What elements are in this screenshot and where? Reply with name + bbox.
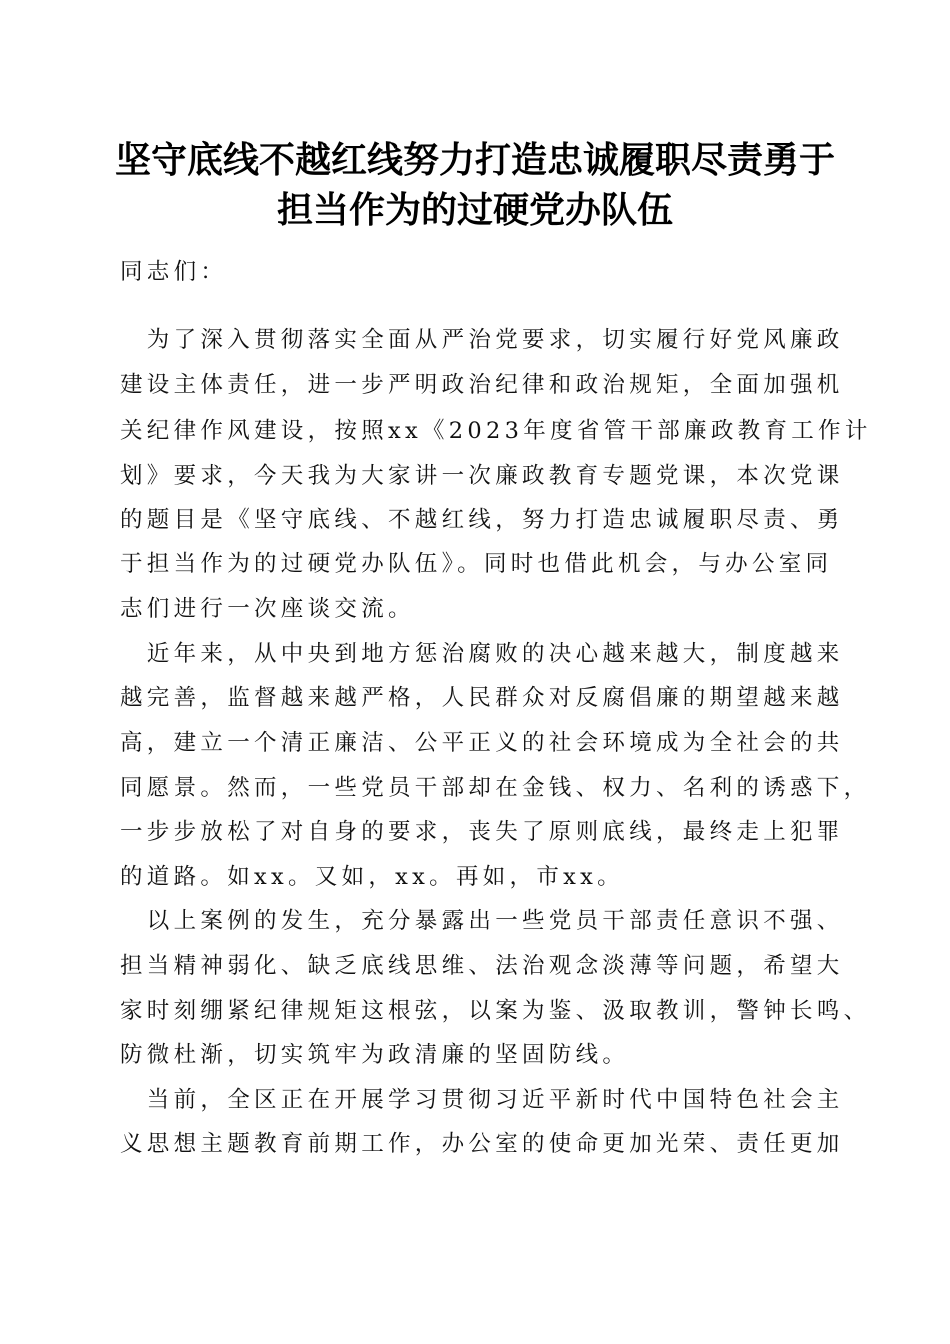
body-line: 同愿景。然而，一些党员干部却在金钱、权力、名利的诱惑下， <box>120 775 871 801</box>
document-title-line-2: 担当作为的过硬党办队伍 <box>276 189 673 231</box>
body-line: 以上案例的发生，充分暴露出一些党员干部责任意识不强、 <box>120 908 844 934</box>
salutation: 同志们： <box>120 259 228 285</box>
body-line: 关纪律作风建设，按照xx《2023年度省管干部廉政教育工作计 <box>120 418 872 444</box>
body-line: 家时刻绷紧纪律规矩这根弦，以案为鉴、汲取教训，警钟长鸣、 <box>120 998 871 1024</box>
body-line: 担当精神弱化、缺乏底线思维、法治观念淡薄等问题，希望大 <box>120 953 844 979</box>
body-line: 义思想主题教育前期工作，办公室的使命更加光荣、责任更加 <box>120 1131 844 1157</box>
document-title-line-1: 坚守底线不越红线努力打造忠诚履职尽责勇于 <box>114 139 835 181</box>
body-line: 高，建立一个清正廉洁、公平正义的社会环境成为全社会的共 <box>120 730 844 756</box>
body-line: 近年来，从中央到地方惩治腐败的决心越来越大，制度越来 <box>120 641 844 667</box>
body-line: 一步步放松了对自身的要求，丧失了原则底线，最终走上犯罪 <box>120 819 844 845</box>
body-line: 划》要求，今天我为大家讲一次廉政教育专题党课，本次党课 <box>120 463 844 489</box>
body-line: 于担当作为的过硬党办队伍》。同时也借此机会，与办公室同 <box>120 551 833 577</box>
body-line: 为了深入贯彻落实全面从严治党要求，切实履行好党风廉政 <box>120 327 844 353</box>
body-line: 志们进行一次座谈交流。 <box>120 596 415 622</box>
body-line: 越完善，监督越来越严格，人民群众对反腐倡廉的期望越来越 <box>120 685 844 711</box>
body-line: 建设主体责任，进一步严明政治纪律和政治规矩，全面加强机 <box>120 372 844 398</box>
body-line: 当前，全区正在开展学习贯彻习近平新时代中国特色社会主 <box>120 1087 844 1113</box>
body-line: 的题目是《坚守底线、不越红线，努力打造忠诚履职尽责、勇 <box>120 507 844 533</box>
body-line: 的道路。如xx。又如，xx。再如，市xx。 <box>120 864 624 890</box>
body-line: 防微杜渐，切实筑牢为政清廉的坚固防线。 <box>120 1042 630 1068</box>
